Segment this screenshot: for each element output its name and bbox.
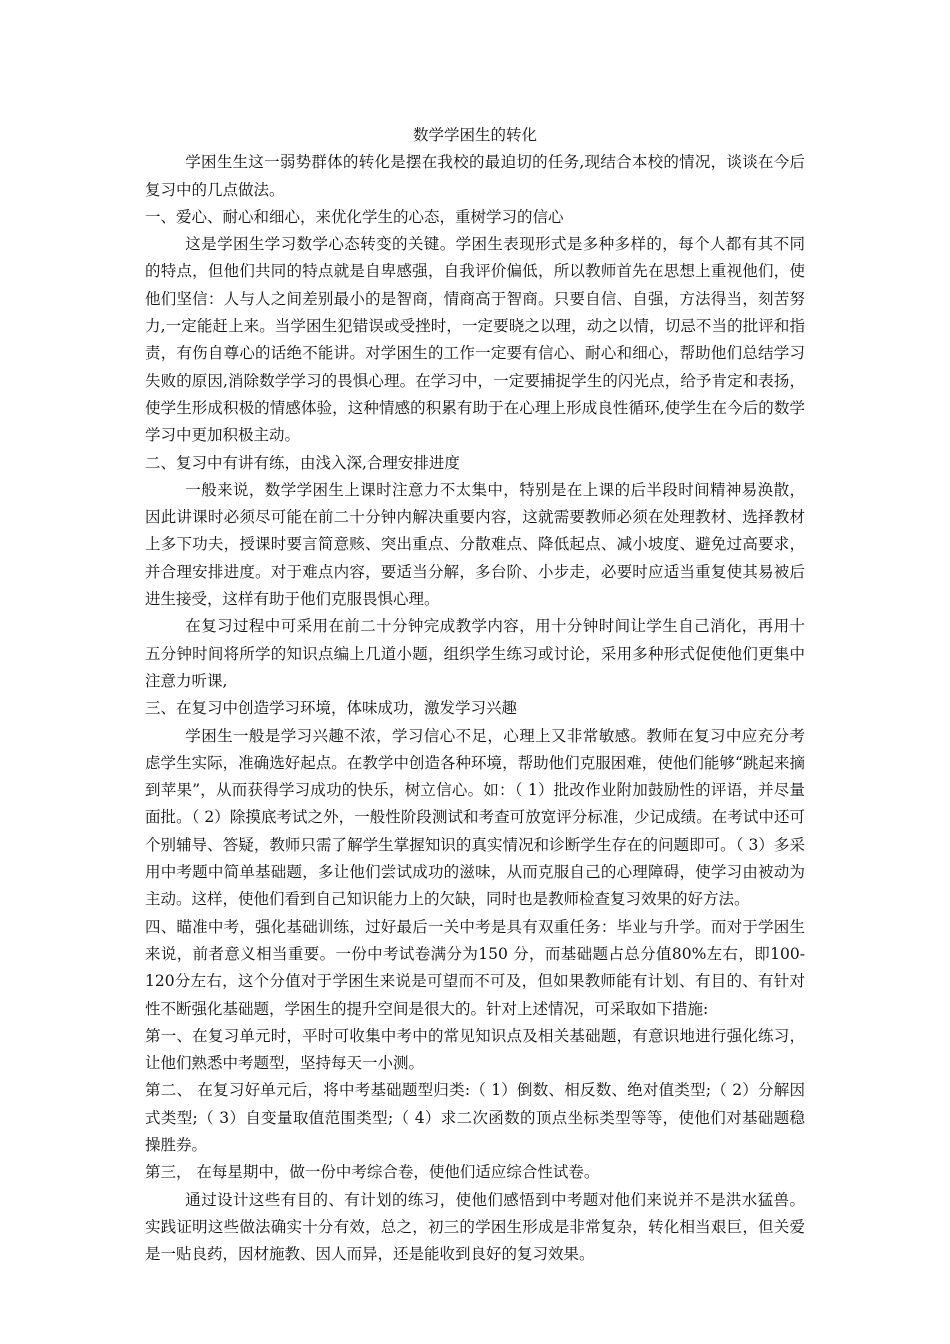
- measure-item-1: 第一、在复习单元时，平时可收集中考中的常见知识点及相关基础题，有意识地进行强化练习，让他们熟悉中考题型，坚持每天一小测。: [145, 1026, 805, 1073]
- section-heading-4: 四、瞄准中考，强化基础训练，过好最后一关中考是具有双重任务：毕业与升学。而对于学困生来说，前者意义相当重要。一份中考试卷满分为150 分，而基础题占总分值80%左右，即100-120分左右，这个分值对于学困生来说是可望而不可及，但如果教师能有计划、有目的、有针对性不断强化基础题，学困生的提升空间是很大的。针对上述情况，可采取如下措施:: [145, 917, 805, 1018]
- document-title: 数学学困生的转化: [412, 126, 537, 144]
- paragraph-intro: 学困生生这一弱势群体的转化是摆在我校的最迫切的任务,现结合本校的情况，谈谈在今后复习中的几点做法。: [145, 153, 805, 199]
- measure-item-2: 第二、 在复习好单元后，将中考基础题型归类:（ 1）倒数、相反数、绝对值类型;（ 2）分解因式类型;（ 3）自变量取值范围类型;（ 4）求二次函数的顶点坐标类型等等，使他们对基础题稳操胜券。: [145, 1081, 805, 1154]
- document-page: [145, 122, 805, 1268]
- section-heading-2: 二、复习中有讲有练，由浅入深,合理安排进度: [145, 453, 460, 472]
- paragraph-conclusion: 通过设计这些有目的、有计划的练习，使他们感悟到中考题对他们来说并不是洪水猛兽。实践证明这些做法确实十分有效，总之，初三的学困生形成是非常复杂，转化相当艰巨，但关爱是一贴良药，因材施教、因人而异，还是能收到良好的复习效果。: [145, 1190, 805, 1264]
- document-body: [145, 149, 805, 1268]
- section-heading-1: 一、爱心、耐心和细心，来优化学生的心态，重树学习的信心: [145, 207, 564, 226]
- paragraph-section-2a: 一般来说，数学学困生上课时注意力不太集中，特别是在上课的后半段时间精神易涣散，因此讲课时必须尽可能在前二十分钟内解决重要内容，这就需要教师必须在处理教材、选择教材上多下功夫，授课时要言简意赅、突出重点、分散难点、降低起点、减小坡度、避免过高要求，并合理安排进度。对于难点内容，要适当分解，多台阶、小步走，必要时应适当重复使其易被后进生接受，这样有助于他们克服畏惧心理。: [145, 480, 805, 609]
- section-heading-3: 三、在复习中创造学习环境，体味成功，激发学习兴趣: [145, 699, 518, 718]
- paragraph-section-2b: 在复习过程中可采用在前二十分钟完成教学内容，用十分钟时间让学生自己消化，再用十五分钟时间将所学的知识点编上几道小题，组织学生练习或讨论，采用多种形式促使他们更集中注意力听课,: [145, 617, 805, 690]
- paragraph-section-3: 学困生一般是学习兴趣不浓，学习信心不足，心理上又非常敏感。教师在复习中应充分考虑学生实际，准确选好起点。在教学中创造各种环境，帮助他们克服困难，使他们能够“跳起来摘到苹果”，从而获得学习成功的快乐，树立信心。如：（ 1）批改作业附加鼓励性的评语，并尽量面批。（ 2）除摸底考试之外，一般性阶段测试和考查可放宽评分标准，少记成绩。在考试中还可个别辅导、答疑，教师只需了解学生掌握知识的真实情况和诊断学生存在的问题即可。（ 3）多采用中考题中简单基础题，多让他们尝试成功的滋味，从而克服自己的心理障碍，使学习由被动为主动。这样，使他们看到自己知识能力上的欠缺，同时也是教师检查复习效果的好方法。: [145, 726, 805, 909]
- paragraph-section-1: 这是学困生学习数学心态转变的关键。学困生表现形式是多种多样的，每个人都有其不同的特点，但他们共同的特点就是自卑感强，自我评价偏低，所以教师首先在思想上重视他们，使他们坚信：人与人之间差别最小的是智商，情商高于智商。只要自信、自强，方法得当，刻苦努力,一定能赶上来。当学困生犯错误或受挫时，一定要晓之以理，动之以情，切忌不当的批评和指责，有伤自尊心的话绝不能讲。对学困生的工作一定要有信心、耐心和细心，帮助他们总结学习失败的原因,消除数学学习的畏惧心理。在学习中，一定要捕捉学生的闪光点，给予肯定和表扬，使学生形成积极的情感体验，这种情感的积累有助于在心理上形成良性循环,使学生在今后的数学学习中更加积极主动。: [145, 235, 805, 445]
- measure-item-3: 第三， 在每星期中，做一份中考综合卷，使他们适应综合性试卷。: [145, 1163, 600, 1182]
